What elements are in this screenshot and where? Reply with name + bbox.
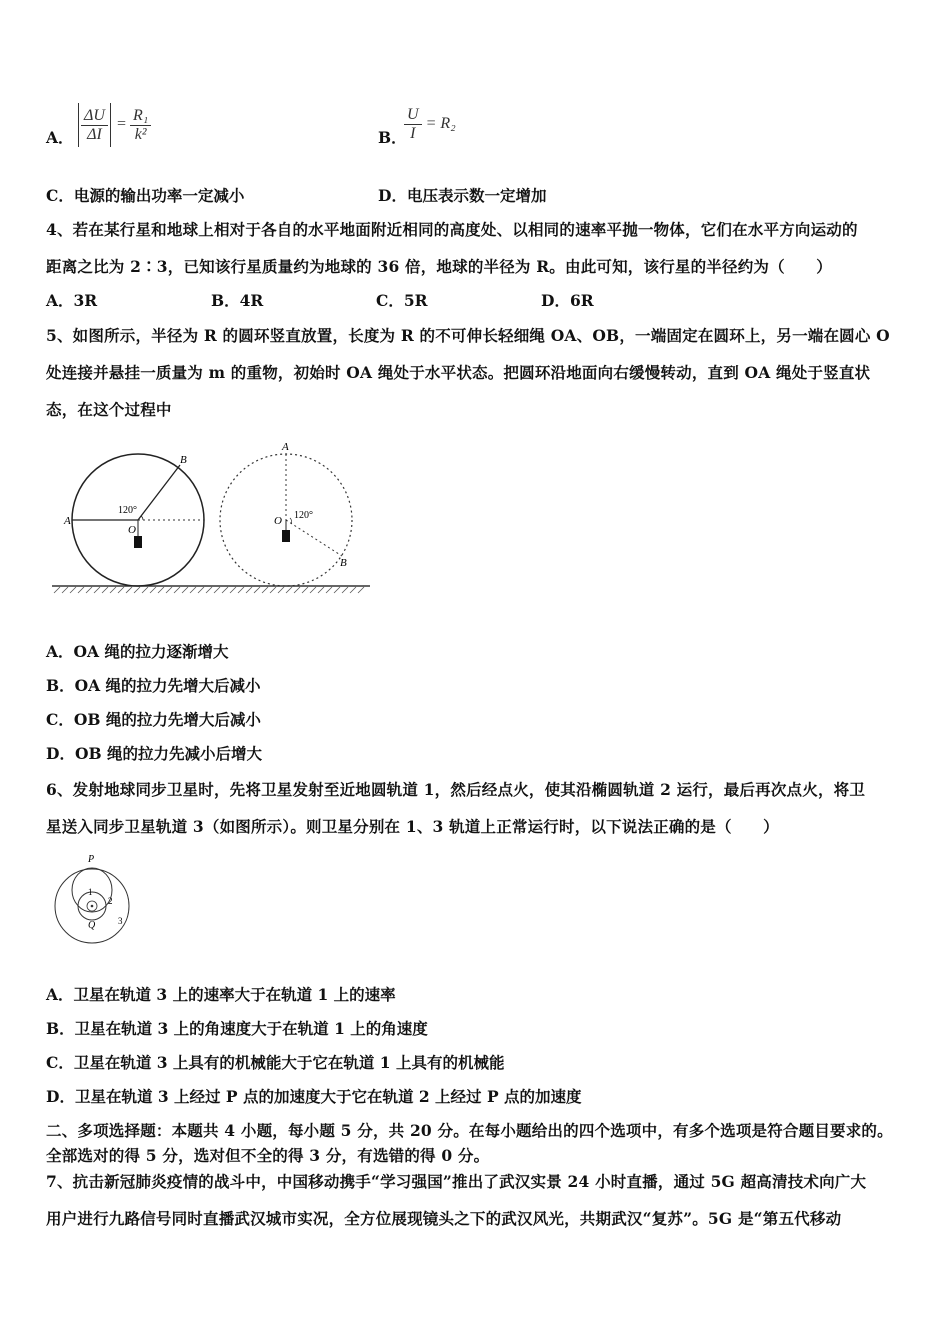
section2-line2: 全部选对的得 5 分，选对但不全的得 3 分，有选错的得 0 分。 (46, 1146, 490, 1165)
label-o-final: O (274, 515, 282, 527)
q3-option-b-label: B． (378, 128, 407, 147)
q5-option-c: C．OB 绳的拉力先增大后减小 (46, 710, 261, 729)
q6-option-a: A．卫星在轨道 3 上的速率大于在轨道 1 上的速率 (46, 985, 396, 1004)
q6-option-c: C．卫星在轨道 3 上具有的机械能大于它在轨道 1 上具有的机械能 (46, 1053, 505, 1072)
weight-final (282, 530, 290, 542)
angle-label-initial: 120° (118, 505, 137, 516)
q5-stem-line1: 5、如图所示，半径为 R 的圆环竖直放置，长度为 R 的不可伸长轻细绳 OA、OB，一端固定在圆环上，另一端在圆心 O (46, 326, 890, 345)
q3-option-d: D．电压表示数一定增加 (378, 186, 547, 205)
label-a-final: A (282, 441, 289, 453)
q4-option-b: B．4R (211, 291, 264, 310)
label-orbit-3: 3 (118, 916, 123, 926)
q5-option-d: D．OB 绳的拉力先减小后增大 (46, 744, 262, 763)
q3-option-c: C．电源的输出功率一定减小 (46, 186, 245, 205)
label-orbit-2: 2 (108, 896, 113, 906)
q6-option-b: B．卫星在轨道 3 上的角速度大于在轨道 1 上的角速度 (46, 1019, 428, 1038)
q5-option-a: A．OA 绳的拉力逐渐增大 (46, 642, 229, 661)
label-b-initial: B (180, 454, 187, 466)
q5-ring-figure (46, 436, 376, 601)
q5-stem-line3: 态，在这个过程中 (46, 400, 172, 419)
q7-stem-line2: 用户进行九路信号同时直播武汉城市实况，全方位展现镜头之下的武汉风光，共期武汉“复苏”。5G 是“第五代移动 (46, 1209, 842, 1228)
q4-option-c: C．5R (376, 291, 428, 310)
label-orbit-1: 1 (88, 887, 93, 897)
q3-option-a-formula: $\frac{\Delta U}{\Delta I}$ = $\frac{\text{R₁}}{\text{k²}}$ (76, 103, 151, 147)
label-p: P (88, 854, 95, 865)
label-a-initial: A (64, 515, 71, 527)
q4-stem-line2: 距离之比为 2∶3，已知该行星质量约为地球的 36 倍，地球的半径为 R。由此可知，该行星的半径约为（ ） (46, 257, 832, 276)
q5-option-b: B．OA 绳的拉力先增大后减小 (46, 676, 261, 695)
rope-ob-initial (138, 465, 180, 520)
q5-stem-line2: 处连接并悬挂一质量为 m 的重物，初始时 OA 绳处于水平状态。把圆环沿地面向右缓慢转动，直到 OA 绳处于竖直状 (46, 363, 871, 382)
q6-stem-line1: 6、发射地球同步卫星时，先将卫星发射至近地圆轨道 1，然后经点火，使其沿椭圆轨道 2 运行，最后再次点火，将卫 (46, 780, 866, 799)
q6-option-d: D．卫星在轨道 3 上经过 P 点的加速度大于它在轨道 2 上经过 P 点的加速度 (46, 1087, 582, 1106)
label-b-final: B (340, 557, 347, 569)
label-o-initial: O (128, 524, 136, 536)
section2-line1: 二、多项选择题：本题共 4 小题，每小题 5 分，共 20 分。在每小题给出的四个选项中，有多个选项是符合题目要求的。 (46, 1121, 893, 1140)
q3-option-a-label: A． (46, 128, 74, 147)
q6-orbit-figure (46, 850, 136, 950)
q6-stem-line2: 星送入同步卫星轨道 3（如图所示）。则卫星分别在 1、3 轨道上正常运行时，以下说法正确的是（ ） (46, 817, 779, 836)
rope-ob-final (286, 520, 342, 556)
weight-initial (134, 536, 142, 548)
q7-stem-line1: 7、抗击新冠肺炎疫情的战斗中，中国移动携手“学习强国”推出了武汉实景 24 小时直播，通过 5G 超高清技术向广大 (46, 1172, 867, 1191)
label-q: Q (88, 920, 96, 931)
angle-label-final: 120° (294, 510, 313, 521)
q4-option-a: A．3R (46, 291, 98, 310)
q3-option-b-formula: $\frac{U}{I}$ = R₂ (404, 106, 456, 143)
ground-hatch (54, 587, 364, 593)
q4-stem-line1: 4、若在某行星和地球上相对于各自的水平地面附近相同的高度处、以相同的速率平抛一物体，它们在水平方向运动的 (46, 220, 858, 239)
q4-option-d: D．6R (541, 291, 594, 310)
